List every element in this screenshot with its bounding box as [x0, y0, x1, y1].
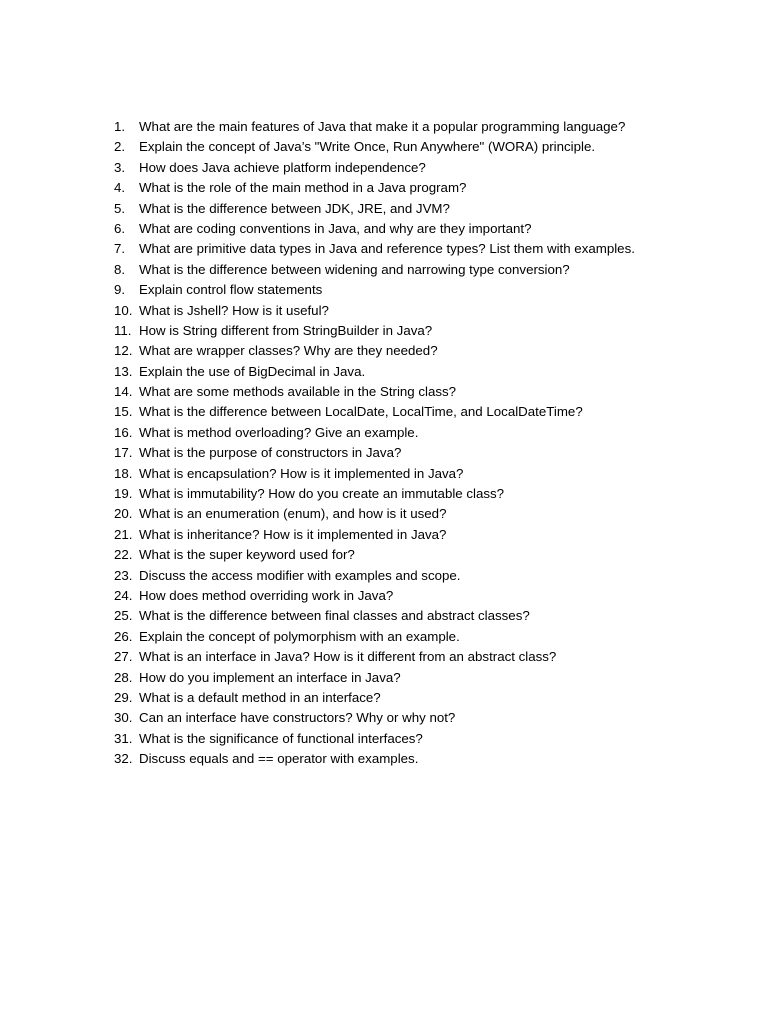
question-text: What is the role of the main method in a Java program? [139, 180, 467, 196]
list-item [114, 504, 734, 524]
question-number: 25. [114, 608, 133, 624]
question-text: What is encapsulation? How is it implemented in Java? [139, 465, 464, 481]
question-number: 23. [114, 567, 133, 583]
question-number: 6. [114, 220, 126, 236]
question-number: 28. [114, 669, 133, 685]
question-number: 9. [114, 282, 126, 298]
question-number: 18. [114, 465, 133, 481]
list-item [114, 199, 734, 219]
list-item [114, 117, 734, 137]
list-item [114, 178, 734, 198]
question-text: What is immutability? How do you create an immutable class? [139, 486, 505, 502]
question-number: 24. [114, 587, 133, 603]
question-number: 13. [114, 363, 133, 379]
list-item [114, 668, 734, 688]
question-number: 32. [114, 751, 133, 767]
list-item [114, 321, 734, 341]
question-number: 2. [114, 139, 126, 155]
question-number: 17. [114, 445, 133, 461]
question-number: 22. [114, 547, 133, 563]
question-text: What is the difference between JDK, JRE, and JVM? [139, 200, 450, 216]
list-item [114, 647, 734, 667]
question-list [114, 117, 734, 770]
question-number: 26. [114, 628, 133, 644]
question-text: What is the significance of functional interfaces? [139, 730, 423, 746]
list-item [114, 362, 734, 382]
list-item [114, 525, 734, 545]
question-text: What are wrapper classes? Why are they needed? [139, 343, 438, 359]
question-text: What are coding conventions in Java, and why are they important? [139, 220, 532, 236]
question-number: 21. [114, 526, 133, 542]
question-number: 27. [114, 649, 133, 665]
question-number: 3. [114, 159, 126, 175]
question-text: What is the difference between final classes and abstract classes? [139, 608, 530, 624]
question-text: What is the purpose of constructors in Java? [139, 445, 402, 461]
question-text: How does Java achieve platform independence? [139, 159, 426, 175]
list-item [114, 402, 734, 422]
question-text: What is inheritance? How is it implemented in Java? [139, 526, 447, 542]
list-item [114, 586, 734, 606]
question-number: 14. [114, 384, 133, 400]
question-text: How does method overriding work in Java? [139, 587, 394, 603]
question-text: What is an interface in Java? How is it different from an abstract class? [139, 649, 557, 665]
question-number: 5. [114, 200, 126, 216]
list-item [114, 545, 734, 565]
question-number: 20. [114, 506, 133, 522]
list-item [114, 260, 734, 280]
list-item [114, 443, 734, 463]
question-text: What are some methods available in the String class? [139, 384, 457, 400]
question-number: 19. [114, 486, 133, 502]
question-text: Explain control flow statements [139, 282, 323, 298]
question-text: What is the difference between LocalDate, LocalTime, and LocalDateTime? [139, 404, 583, 420]
question-text: How do you implement an interface in Java? [139, 669, 401, 685]
list-item [114, 239, 734, 259]
list-item [114, 729, 734, 749]
question-number: 31. [114, 730, 133, 746]
list-item [114, 158, 734, 178]
list-item [114, 137, 734, 157]
question-number: 30. [114, 710, 133, 726]
question-text: Explain the concept of Java’s "Write Once, Run Anywhere" (WORA) principle. [139, 139, 596, 155]
list-item [114, 606, 734, 626]
question-number: 15. [114, 404, 133, 420]
list-item [114, 382, 734, 402]
question-number: 7. [114, 241, 126, 257]
list-item [114, 464, 734, 484]
question-text: Explain the use of BigDecimal in Java. [139, 363, 366, 379]
list-item [114, 627, 734, 647]
list-item [114, 301, 734, 321]
question-text: What is the difference between widening and narrowing type conversion? [139, 261, 570, 277]
list-item [114, 688, 734, 708]
question-text: Discuss equals and == operator with examples. [139, 751, 419, 767]
question-number: 4. [114, 180, 126, 196]
question-text: What is Jshell? How is it useful? [139, 302, 329, 318]
question-text: What is method overloading? Give an example. [139, 424, 419, 440]
question-text: What is a default method in an interface? [139, 689, 381, 705]
list-item [114, 708, 734, 728]
question-text: What is the super keyword used for? [139, 547, 355, 563]
list-item [114, 423, 734, 443]
question-number: 12. [114, 343, 133, 359]
question-text: Explain the concept of polymorphism with an example. [139, 628, 460, 644]
question-number: 11. [114, 322, 132, 338]
list-item [114, 341, 734, 361]
question-text: What are primitive data types in Java and reference types? List them with examples. [139, 241, 635, 257]
question-text: How is String different from StringBuilder in Java? [139, 322, 433, 338]
list-item [114, 280, 734, 300]
question-text: What is an enumeration (enum), and how is it used? [139, 506, 447, 522]
question-text: Discuss the access modifier with examples and scope. [139, 567, 461, 583]
question-number: 1. [114, 119, 126, 134]
question-number: 10. [114, 302, 133, 318]
question-text: What are the main features of Java that make it a popular programming language? [139, 119, 626, 134]
question-number: 16. [114, 424, 133, 440]
list-item [114, 566, 734, 586]
list-item [114, 749, 734, 769]
list-item [114, 484, 734, 504]
question-number: 29. [114, 689, 133, 705]
list-item [114, 219, 734, 239]
question-number: 8. [114, 261, 126, 277]
question-text: Can an interface have constructors? Why or why not? [139, 710, 456, 726]
